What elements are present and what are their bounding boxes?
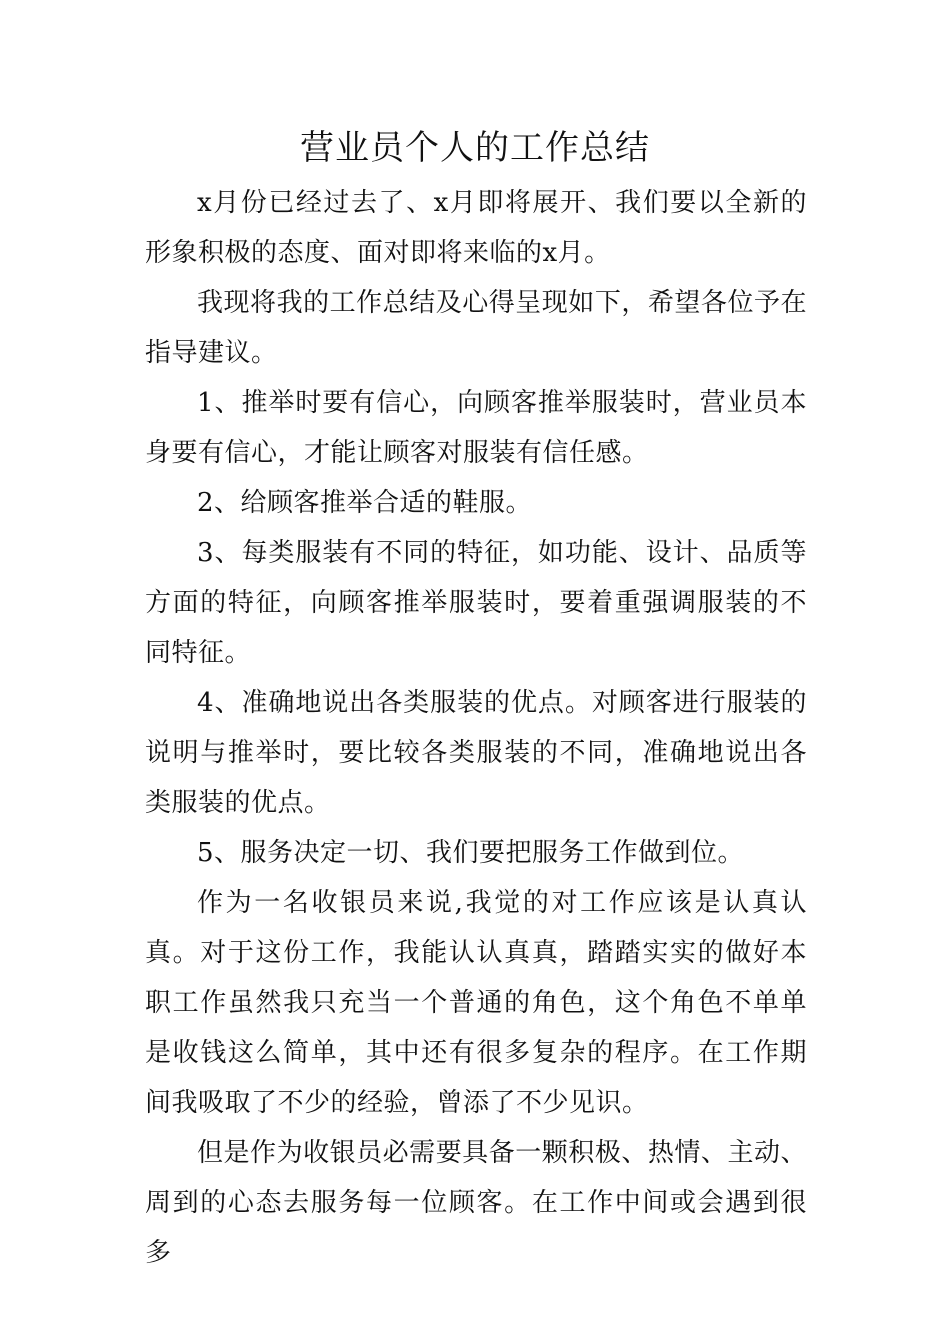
paragraph: x月份已经过去了、x月即将展开、我们要以全新的形象积极的态度、面对即将来临的x月。 — [145, 188, 807, 268]
paragraph: 4、准确地说出各类服装的优点。对顾客进行服装的说明与推举时，要比较各类服装的不同，准确地说出各类服装的优点。 — [145, 688, 807, 818]
paragraph: 但是作为收银员必需要具备一颗积极、热情、主动、周到的心态去服务每一位顾客。在工作中间或会遇到很多 — [145, 1138, 807, 1268]
paragraph: 我现将我的工作总结及心得呈现如下，希望各位予在指导建议。 — [145, 288, 807, 368]
document-body — [145, 178, 807, 1278]
document-title: 营业员个人的工作总结 — [300, 128, 650, 168]
paragraph: 3、每类服装有不同的特征，如功能、设计、品质等方面的特征，向顾客推举服装时，要着重强调服装的不同特征。 — [145, 538, 807, 668]
paragraph: 2、给顾客推举合适的鞋服。 — [197, 488, 533, 518]
paragraph: 5、服务决定一切、我们要把服务工作做到位。 — [197, 838, 745, 868]
paragraph: 作为一名收银员来说,我觉的对工作应该是认真认真。对于这份工作，我能认认真真，踏踏实实的做好本职工作虽然我只充当一个普通的角色，这个角色不单单是收钱这么简单，其中还有很多复杂的程序。在工作期间我吸取了不少的经验，曾添了不少见识。 — [145, 888, 807, 1118]
paragraph: 1、推举时要有信心，向顾客推举服装时，营业员本身要有信心，才能让顾客对服装有信任感。 — [145, 388, 807, 468]
